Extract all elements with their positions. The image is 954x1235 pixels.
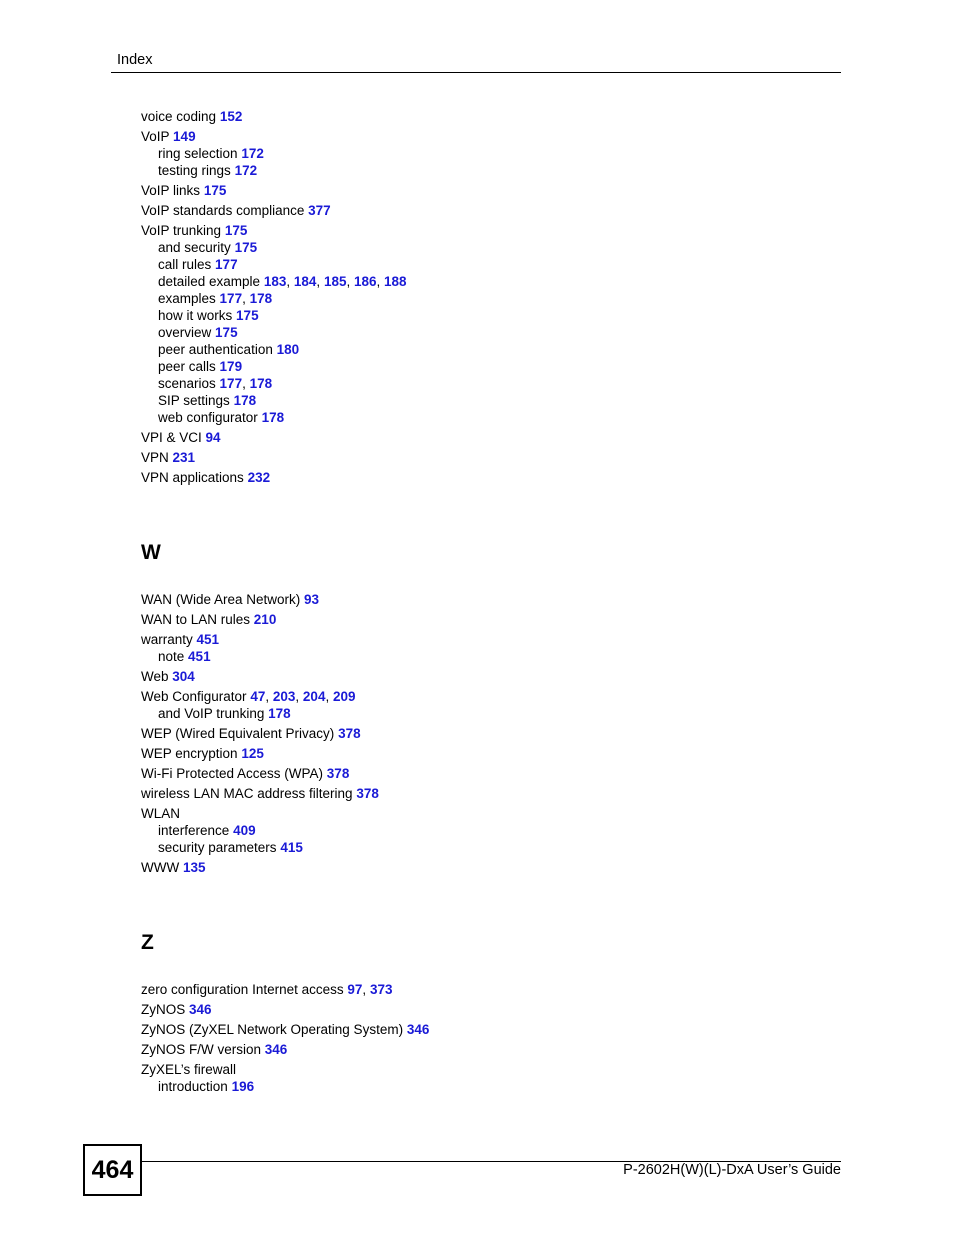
- section-letter-z: Z: [141, 931, 154, 954]
- index-entry: [141, 668, 379, 685]
- index-term: SIP settings: [158, 393, 230, 408]
- page-separator: ,: [325, 689, 333, 704]
- index-term: Wi-Fi Protected Access (WPA): [141, 766, 324, 781]
- page-link[interactable]: 97: [347, 982, 363, 997]
- page-separator: ,: [346, 274, 354, 289]
- page-link[interactable]: 178: [261, 410, 285, 425]
- index-term: and VoIP trunking: [158, 706, 265, 721]
- page-link[interactable]: 178: [233, 393, 257, 408]
- index-entry: [141, 745, 379, 762]
- page-link[interactable]: 180: [276, 342, 300, 357]
- page-link[interactable]: 378: [326, 766, 350, 781]
- index-term: VoIP: [141, 129, 170, 144]
- index-term: ZyNOS F/W version: [141, 1042, 262, 1057]
- index-term: ZyXEL’s firewall: [141, 1062, 237, 1077]
- page-link[interactable]: 203: [272, 689, 296, 704]
- page-link[interactable]: 373: [369, 982, 393, 997]
- index-term: WLAN: [141, 806, 181, 821]
- page-link[interactable]: 172: [234, 163, 258, 178]
- page-link[interactable]: 172: [241, 146, 264, 161]
- index-term: testing rings: [158, 163, 231, 178]
- page-link[interactable]: 196: [231, 1079, 255, 1094]
- index-term: detailed example: [158, 274, 261, 289]
- page-link[interactable]: 409: [233, 823, 256, 838]
- index-entry: [141, 1021, 429, 1038]
- index-term: how it works: [158, 308, 233, 323]
- index-subentry: [141, 239, 407, 256]
- page-link[interactable]: 178: [249, 376, 273, 391]
- index-entry: [141, 202, 407, 219]
- index-entry: [141, 785, 379, 802]
- page-separator: ,: [362, 982, 370, 997]
- index-subentry: [141, 324, 407, 341]
- index-entry: [141, 1041, 429, 1058]
- index-entry: [141, 611, 379, 628]
- index-term: peer authentication: [158, 342, 273, 357]
- page-link[interactable]: 177: [215, 257, 238, 272]
- index-term: wireless LAN MAC address filtering: [141, 786, 353, 801]
- index-term: note: [158, 649, 185, 664]
- index-entry: [141, 429, 407, 446]
- page-link[interactable]: 177: [219, 376, 243, 391]
- page-link[interactable]: 346: [189, 1002, 212, 1017]
- page-link[interactable]: 152: [219, 109, 243, 124]
- index-section-z: [141, 981, 429, 1095]
- index-subentry: [141, 822, 379, 839]
- index-term: ZyNOS (ZyXEL Network Operating System): [141, 1022, 404, 1037]
- page-link[interactable]: 93: [304, 592, 320, 607]
- page-link[interactable]: 183: [263, 274, 287, 289]
- page-link[interactable]: 179: [219, 359, 243, 374]
- page-separator: ,: [265, 689, 273, 704]
- section-letter-w: W: [141, 541, 161, 564]
- page-link[interactable]: 232: [247, 470, 271, 485]
- index-term: WAN (Wide Area Network): [141, 592, 301, 607]
- index-term: WEP (Wired Equivalent Privacy): [141, 726, 335, 741]
- index-entry: [141, 108, 407, 125]
- page-link[interactable]: 175: [215, 325, 238, 340]
- index-entry: [141, 1001, 429, 1018]
- page-link[interactable]: 135: [183, 860, 206, 875]
- page-link[interactable]: 184: [293, 274, 317, 289]
- page-link[interactable]: 185: [323, 274, 347, 289]
- page-separator: ,: [242, 376, 250, 391]
- index-term: security parameters: [158, 840, 277, 855]
- page-link[interactable]: 178: [249, 291, 273, 306]
- index-entry: [141, 859, 379, 876]
- page-link[interactable]: 210: [253, 612, 277, 627]
- index-term: scenarios: [158, 376, 216, 391]
- index-subentry: [141, 273, 407, 290]
- page-link[interactable]: 178: [268, 706, 291, 721]
- page-link[interactable]: 177: [219, 291, 243, 306]
- index-section-w: [141, 591, 379, 876]
- index-term: VPN applications: [141, 470, 244, 485]
- index-subentry: [141, 341, 407, 358]
- index-subentry: [141, 375, 407, 392]
- index-entry: [141, 805, 379, 822]
- index-term: zero configuration Internet access: [141, 982, 344, 997]
- page-link[interactable]: 175: [224, 223, 248, 238]
- page-link[interactable]: 149: [173, 129, 196, 144]
- index-term: warranty: [141, 632, 193, 647]
- index-term: interference: [158, 823, 230, 838]
- index-term: examples: [158, 291, 216, 306]
- page-link[interactable]: 186: [353, 274, 377, 289]
- index-entry: [141, 688, 379, 705]
- page-link[interactable]: 47: [250, 689, 266, 704]
- page-separator: ,: [295, 689, 303, 704]
- index-section-v: [141, 108, 407, 486]
- index-subentry: [141, 256, 407, 273]
- index-entry: [141, 469, 407, 486]
- index-term: voice coding: [141, 109, 217, 124]
- index-term: Web: [141, 669, 169, 684]
- index-subentry: [141, 1078, 429, 1095]
- page-header-label: Index: [117, 52, 153, 68]
- header-rule: [111, 72, 841, 73]
- page-link[interactable]: 304: [172, 669, 195, 684]
- index-term: Web Configurator: [141, 689, 247, 704]
- page-link[interactable]: 209: [332, 689, 356, 704]
- page-separator: ,: [316, 274, 324, 289]
- index-term: web configurator: [158, 410, 258, 425]
- index-subentry: [141, 409, 407, 426]
- index-subentry: [141, 358, 407, 375]
- page-link[interactable]: 415: [280, 840, 303, 855]
- index-term: VoIP trunking: [141, 223, 222, 238]
- index-entry: [141, 591, 379, 608]
- index-subentry: [141, 705, 379, 722]
- index-entry: [141, 222, 407, 239]
- index-term: ring selection: [158, 146, 238, 161]
- page-link[interactable]: 346: [406, 1022, 430, 1037]
- index-term: VPI & VCI: [141, 430, 202, 445]
- index-term: VPN: [141, 450, 169, 465]
- page-link[interactable]: 451: [188, 649, 211, 664]
- index-subentry: [141, 162, 407, 179]
- page-link[interactable]: 231: [172, 450, 196, 465]
- page-link[interactable]: 94: [205, 430, 221, 445]
- index-term: and security: [158, 240, 231, 255]
- page-link[interactable]: 346: [264, 1042, 288, 1057]
- page-link[interactable]: 125: [241, 746, 264, 761]
- index-subentry: [141, 145, 407, 162]
- index-subentry: [141, 307, 407, 324]
- page-link[interactable]: 378: [356, 786, 379, 801]
- page-link[interactable]: 378: [338, 726, 361, 741]
- index-entry: [141, 725, 379, 742]
- guide-title: P-2602H(W)(L)-DxA User’s Guide: [623, 1162, 841, 1178]
- index-entry: [141, 449, 407, 466]
- index-term: VoIP standards compliance: [141, 203, 305, 218]
- index-term: overview: [158, 325, 212, 340]
- index-term: WEP encryption: [141, 746, 238, 761]
- index-term: introduction: [158, 1079, 228, 1094]
- index-subentry: [141, 839, 379, 856]
- page-separator: ,: [286, 274, 294, 289]
- index-term: WWW: [141, 860, 180, 875]
- index-entry: [141, 128, 407, 145]
- index-entry: [141, 631, 379, 648]
- page-link[interactable]: 451: [196, 632, 220, 647]
- index-entry: [141, 182, 407, 199]
- page-link[interactable]: 204: [302, 689, 326, 704]
- index-entry: [141, 981, 429, 998]
- page-link[interactable]: 175: [234, 240, 258, 255]
- page-link[interactable]: 175: [203, 183, 227, 198]
- index-subentry: [141, 392, 407, 409]
- index-term: call rules: [158, 257, 212, 272]
- page-number-box: 464: [83, 1144, 142, 1196]
- index-subentry: [141, 290, 407, 307]
- page-link[interactable]: 188: [384, 274, 407, 289]
- index-term: peer calls: [158, 359, 216, 374]
- page-link[interactable]: 175: [236, 308, 259, 323]
- index-term: ZyNOS: [141, 1002, 186, 1017]
- page-separator: ,: [242, 291, 250, 306]
- page-link[interactable]: 377: [308, 203, 331, 218]
- index-entry: [141, 765, 379, 782]
- page-separator: ,: [376, 274, 385, 289]
- index-subentry: [141, 648, 379, 665]
- index-entry: [141, 1061, 429, 1078]
- index-term: VoIP links: [141, 183, 201, 198]
- index-term: WAN to LAN rules: [141, 612, 251, 627]
